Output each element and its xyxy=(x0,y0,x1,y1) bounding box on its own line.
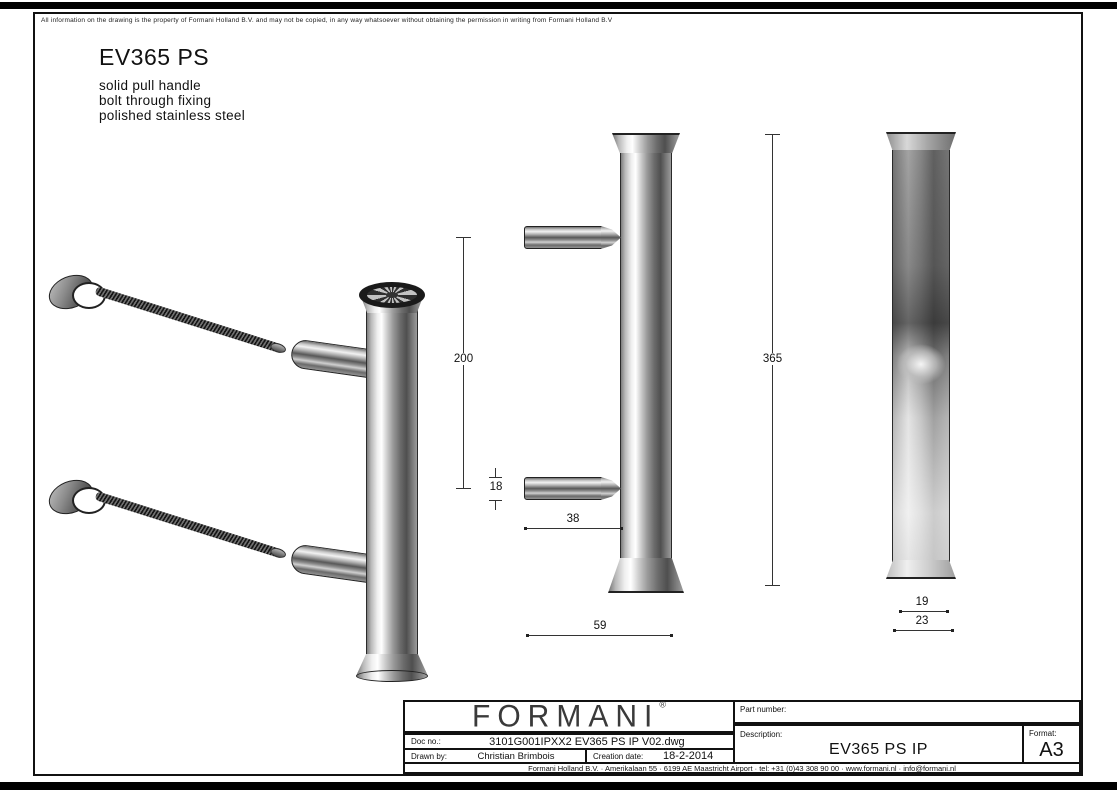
creation-date-label: Creation date: xyxy=(593,751,644,761)
product-code: EV365 PS xyxy=(99,44,210,70)
description-label: Description: xyxy=(740,730,783,739)
dim-38-end-left xyxy=(524,527,527,530)
front-fixing-lug-upper xyxy=(524,226,602,249)
front-handle-shaft xyxy=(620,153,672,560)
dim-365-tick-top xyxy=(765,134,780,135)
dim-38-label: 38 xyxy=(558,513,588,525)
dim-23-end-left xyxy=(893,629,896,632)
description-line-1: solid pull handle xyxy=(99,78,201,93)
product-description xyxy=(99,78,245,123)
dim-18-stub-top xyxy=(495,468,496,477)
dim-23-end-right xyxy=(951,629,954,632)
dim-18-tick-top xyxy=(489,477,502,478)
formani-logo-text: FORMANI xyxy=(472,698,660,734)
format-label: Format: xyxy=(1029,729,1057,738)
drawn-by-value: Christian Brimbois xyxy=(477,750,555,762)
format-value: A3 xyxy=(1039,739,1064,761)
description-line-3: polished stainless steel xyxy=(99,108,246,123)
dim-59-end-right xyxy=(670,634,673,637)
dim-59-end-left xyxy=(526,634,529,637)
dim-200-label: 200 xyxy=(445,353,482,365)
dim-23-line xyxy=(894,630,952,631)
copyright-disclaimer: All information on the drawing is the property of Formani Holland B.V. and may not be copied, in any way whatsoever without obtaining the permission in writing from Formani Holland B.V xyxy=(41,17,613,24)
dim-200-tick-top xyxy=(456,237,471,238)
dim-59-line xyxy=(527,635,672,636)
part-number-label: Part number: xyxy=(740,705,787,714)
dim-23-label: 23 xyxy=(906,615,938,627)
company-footer-cell xyxy=(403,762,1081,774)
registered-trademark-icon: ® xyxy=(659,698,666,710)
dim-19-end-right xyxy=(946,610,949,613)
part-number-cell xyxy=(733,700,1081,724)
top-border-bar xyxy=(0,2,1117,9)
dim-19-label: 19 xyxy=(908,596,936,608)
format-cell xyxy=(1022,724,1081,762)
description-line-2: bolt through fixing xyxy=(99,93,212,108)
doc-no-label: Doc no.: xyxy=(411,737,441,746)
dim-18-label: 18 xyxy=(485,481,507,493)
doc-no-value: 3101G001IPXX2 EV365 PS IP V02.dwg xyxy=(489,735,685,748)
dim-59-label: 59 xyxy=(585,620,615,632)
dim-38-end-right xyxy=(620,527,623,530)
doc-no-cell xyxy=(403,733,733,748)
handle-top-cap xyxy=(359,282,425,308)
drawn-by-cell xyxy=(403,748,585,762)
company-footer: Formani Holland B.V. · Amerikalaan 55 · 6199 AE Maastricht Airport · tel: +31 (0)43 308 90 00 · www.formani.nl · info@formani.nl xyxy=(528,763,956,773)
formani-logo xyxy=(472,699,666,735)
description-value: EV365 PS IP xyxy=(829,741,928,758)
iso-handle-shaft xyxy=(366,298,418,656)
iso-handle-bottom-rim xyxy=(356,670,428,682)
dim-19-end-left xyxy=(899,610,902,613)
dim-365-label: 365 xyxy=(752,353,793,365)
side-top-flare xyxy=(886,132,956,152)
dim-19-line xyxy=(900,611,947,612)
creation-date-value: 18-2-2014 xyxy=(663,750,714,762)
front-fixing-lug-lower xyxy=(524,477,602,500)
dim-38-line xyxy=(525,528,622,529)
dim-18-stub-bottom xyxy=(495,501,496,510)
creation-date-cell xyxy=(585,748,733,762)
side-bottom-flare xyxy=(886,560,956,579)
drawn-by-label: Drawn by: xyxy=(411,751,448,761)
dim-365-tick-bottom xyxy=(765,585,780,586)
dim-200-tick-bottom xyxy=(456,488,471,489)
front-bottom-flare xyxy=(608,558,684,593)
bottom-border-bar xyxy=(0,782,1117,790)
logo-cell xyxy=(403,700,733,733)
side-bar-body xyxy=(892,150,950,562)
description-cell xyxy=(733,724,1022,762)
handle-top-cap-center xyxy=(386,292,398,298)
title-block xyxy=(403,700,1081,774)
front-top-flare xyxy=(612,133,680,154)
